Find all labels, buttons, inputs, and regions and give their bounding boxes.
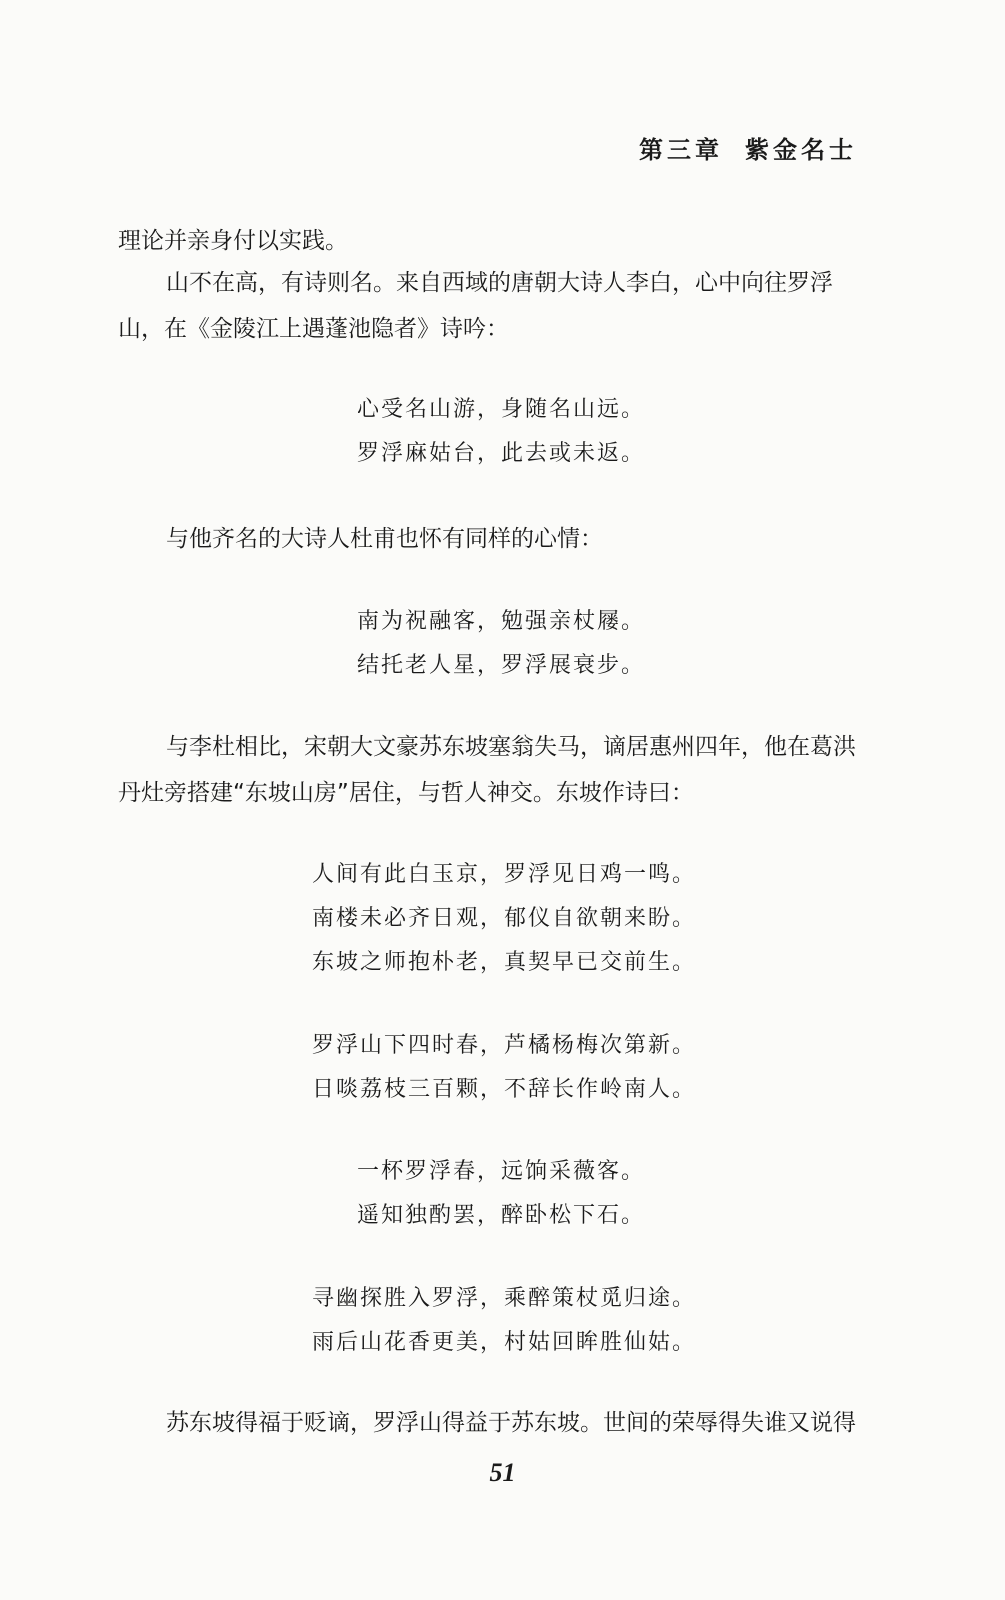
paragraph-continuation: 理论并亲身付以实践。: [118, 228, 348, 254]
poem-line: 罗浮麻姑台，此去或未返。: [357, 441, 646, 466]
poem-li-bai: [357, 388, 645, 476]
chapter-title: 紫金名士: [745, 135, 857, 164]
poem-line: 日啖荔枝三百颗，不辞长作岭南人。: [312, 1077, 697, 1102]
poem-line: 南为祝融客，勉强亲杖屦。: [357, 609, 646, 634]
poem-su-dongpo-1: [312, 853, 696, 985]
poem-line: 一杯罗浮春，远饷采薇客。: [357, 1159, 646, 1184]
poem-du-fu: [357, 600, 645, 688]
poem-line: 人间有此白玉京，罗浮见日鸡一鸣。: [312, 862, 697, 887]
paragraph-du-fu: 与他齐名的大诗人杜甫也怀有同样的心情：: [166, 526, 603, 552]
poem-line: 结托老人星，罗浮展衰步。: [357, 653, 646, 678]
poem-line: 寻幽探胜入罗浮，乘醉策杖觅归途。: [312, 1286, 697, 1311]
paragraph-su-dongpo: 与李杜相比，宋朝大文豪苏东坡塞翁失马，谪居惠州四年，他在葛洪丹灶旁搭建“东坡山房”居住，与哲人神交。东坡作诗曰：: [118, 734, 856, 806]
running-header: [639, 130, 857, 165]
poem-line: 东坡之师抱朴老，真契早已交前生。: [312, 950, 697, 975]
paragraph-li-bai: 山不在高，有诗则名。来自西域的唐朝大诗人李白，心中向往罗浮山，在《金陵江上遇蓬池隐者》诗吟：: [118, 270, 833, 342]
poem-line: 心受名山游，身随名山远。: [357, 397, 646, 422]
page-number: 51: [489, 1458, 516, 1487]
poem-su-dongpo-3: [357, 1150, 645, 1238]
poem-line: 罗浮山下四时春，芦橘杨梅次第新。: [312, 1033, 697, 1058]
paragraph-conclusion: 苏东坡得福于贬谪，罗浮山得益于苏东坡。世间的荣辱得失谁又说得: [166, 1410, 856, 1436]
chapter-number: 第三章: [639, 135, 723, 164]
poem-line: 雨后山花香更美，村姑回眸胜仙姑。: [312, 1330, 697, 1355]
poem-line: 遥知独酌罢，醉卧松下石。: [357, 1203, 646, 1228]
poem-su-dongpo-2: [312, 1024, 696, 1112]
poem-line: 南楼未必齐日观，郁仪自欲朝来盼。: [312, 906, 697, 931]
poem-su-dongpo-4: [312, 1277, 696, 1365]
